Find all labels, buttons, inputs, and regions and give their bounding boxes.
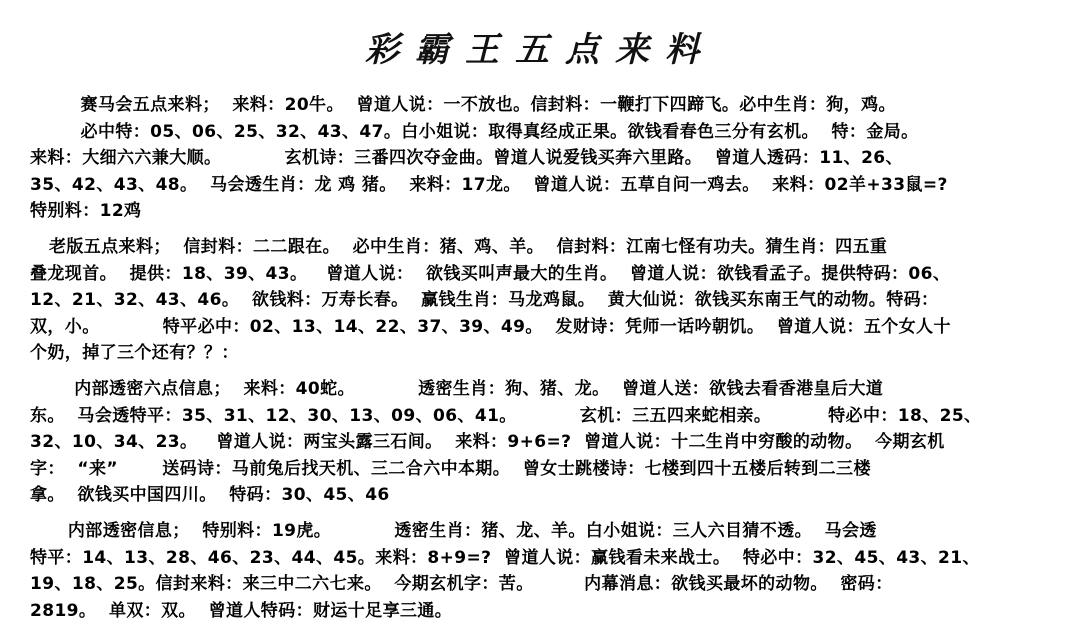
text-line: 2819。 单双：双。 曾道人特码：财运十足享三通。 (30, 600, 453, 621)
section-neibu-toumi-liudian (30, 376, 1066, 509)
text-line: 字： “来” 送码诗：马前兔后找天机、三二合六中本期。 曾女士跳楼诗：七楼到四十五楼后转到二三楼 (30, 458, 871, 479)
text-line: 特平：14、13、28、46、23、44、45。来料：8+9=? 曾道人说：赢钱看未来战士。 特必中：32、45、43、21、 (30, 547, 980, 568)
text-line: 内部透密六点信息； 来料：40蛇。 透密生肖：狗、猪、龙。 曾道人送：欲钱去看香港皇后大道 (30, 379, 884, 399)
text-line: 32、10、34、23。 曾道人说：两宝头露三石间。 来料：9+6=? 曾道人说：十二生肖中穷酸的动物。 今期玄机 (30, 432, 945, 453)
section-neibu-toumi (30, 518, 1066, 624)
text-line: 个奶，掉了三个还有？？： (30, 343, 239, 364)
text-line: 特别料：12鸡 (30, 201, 142, 222)
text-line: 老版五点来料； 信封料：二二跟在。 必中生肖：猪、鸡、羊。 信封料：江南七怪有功夫。猜生肖：四五重 (30, 237, 888, 257)
text-line: 叠龙现首。 提供：18、39、43。 曾道人说： 欲钱买叫声最大的生肖。 曾道人说：欲钱看孟子。提供特码：06、 (30, 263, 951, 284)
page-title: 彩霸王五点来料 (365, 30, 715, 70)
section-wuma-laoliao (30, 92, 1066, 225)
text-line: 12、21、32、43、46。 欲钱料：万寿长春。 赢钱生肖：马龙鸡鼠。 黄大仙说：欲钱买东南王气的动物。特码： (30, 290, 939, 311)
text-line: 双，小。 特平必中：02、13、14、22、37、39、49。 发财诗：凭师一话吟朝饥。 曾道人说：五个女人十 (30, 316, 951, 337)
text-line: 19、18、25。信封来料：来三中二六七来。 今期玄机字：苦。 内幕消息：欲钱买最坏的动物。 密码： (30, 574, 893, 595)
text-line: 拿。 欲钱买中国四川。 特码：30、45、46 (30, 485, 390, 506)
text-line: 必中特：05、06、25、32、43、47。白小姐说：取得真经成正果。欲钱看春色三分有玄机。 特：金局。 (30, 121, 919, 142)
text-line: 东。 马会透特平：35、31、12、30、13、09、06、41。 玄机：三五四来蛇相亲。 特必中：18、25、 (30, 405, 982, 426)
text-line: 35、42、43、48。 马会透生肖：龙 鸡 猪。 来料：17龙。 曾道人说：五草自问一鸡去。 来料：02羊+33鼠=? (30, 174, 948, 195)
section-laoban-wudian (30, 234, 1066, 367)
text-line: 来料：大细六六兼大顺。 玄机诗：三番四次夺金曲。曾道人说爱钱买奔六里路。 曾道人透码：11、26、 (30, 148, 903, 169)
text-line: 内部透密信息； 特别料：19虎。 透密生肖：猪、龙、羊。白小姐说：三人六目猜不透。 马会透 (30, 521, 877, 541)
text-line: 赛马会五点来料； 来料：20牛。 曾道人说：一不放也。信封料：一鞭打下四蹄飞。必中生肖：狗，鸡。 (30, 95, 896, 115)
